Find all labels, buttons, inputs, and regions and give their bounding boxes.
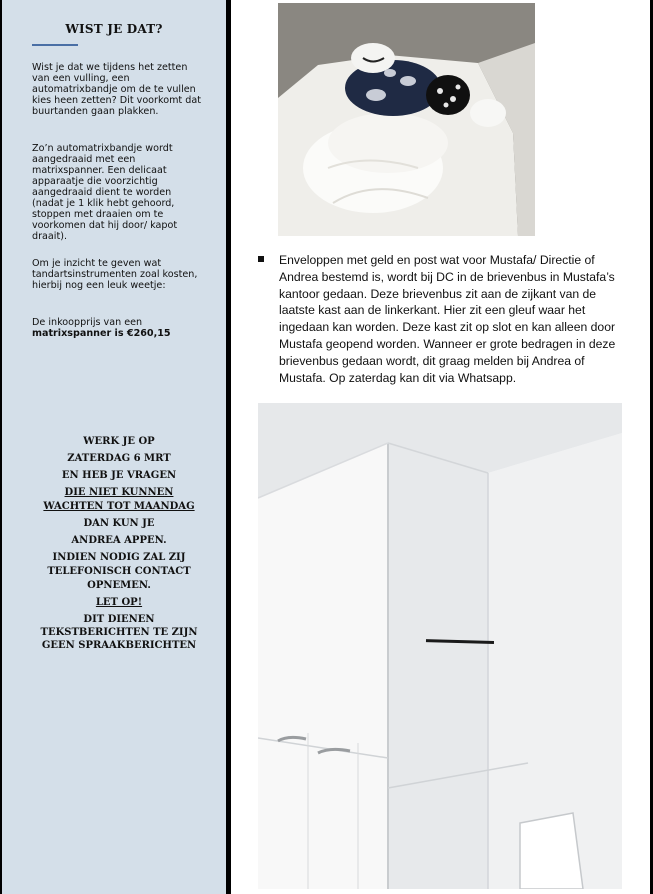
notice-line: OPNEMEN. [87,580,151,591]
notice-line: INDIEN NODIG ZAL ZIJ [52,552,186,563]
notice-line: TEKSTBERICHTEN TE ZIJN [40,627,198,638]
notice-line: EN HEB JE VRAGEN [61,470,177,481]
price-prefix: De inkoopprijs van een [32,317,143,328]
notice-line: DIE NIET KUNNEN [64,487,174,498]
laundry-photo [278,3,535,236]
notice-line: WACHTEN TOT MAANDAG [43,501,195,512]
sidebar-paragraph-4 [32,317,204,339]
notice-line: DIT DIENEN [83,614,155,625]
sidebar-paragraph-1: Wist je dat we tijdens het zetten van een vulling, een automatrixbandje om de te vullen kies heen zetten? Dit voorkomt dat buurtanden gaan plakken. [32,62,201,117]
notice-warning: LET OP! [95,597,143,608]
sidebar-divider [226,0,231,894]
sidebar-paragraph-2: Zo’n automatrixbandje wordt aangedraaid met een matrixspanner. Een delicaat apparaatje die voorzichtig aangedraaid dient te worden (nadat je 1 klik hebt gehoord, stoppen met draaien om te voorkomen dat hij door/ kapot draait). [32,143,178,242]
price-value: matrixspanner is €260,15 [32,328,171,339]
notice-line: ZATERDAG 6 MRT [67,453,171,464]
saturday-notice [14,436,224,652]
notice-line: WERK JE OP [83,436,155,447]
notice-line: TELEFONISCH CONTACT [47,566,191,577]
notice-line: ANDREA APPEN. [71,535,167,546]
cabinet-mailbox-photo [258,403,622,889]
mailbox-instructions: Enveloppen met geld en post wat voor Mustafa/ Directie of Andrea bestemd is, wordt bij DC in de brievenbus in Mustafa’s kantoor gedaan. Deze brievenbus zit aan de zijkant van de laatste kast aan de linkerkant. Hier zit een gleuf waar het ingedaan kan worden. Deze kast zit op slot en kan alleen door Mustafa geopend worden. Wanneer er grote bedragen in deze brievenbus gedaan wordt, dit graag melden bij Andrea of Mustafa. Op zaterdag kan dit via Whatsapp. [279,253,616,385]
list-bullet [258,256,264,262]
notice-line: GEEN SPRAAKBERICHTEN [41,640,197,651]
heading-underline [32,44,78,46]
notice-line: DAN KUN JE [83,518,155,529]
sidebar-heading: WIST JE DAT? [65,22,163,36]
sidebar-paragraph-3: Om je inzicht te geven wat tandartsinstrumenten zoal kosten, hierbij nog een leuk weetje: [32,258,198,291]
